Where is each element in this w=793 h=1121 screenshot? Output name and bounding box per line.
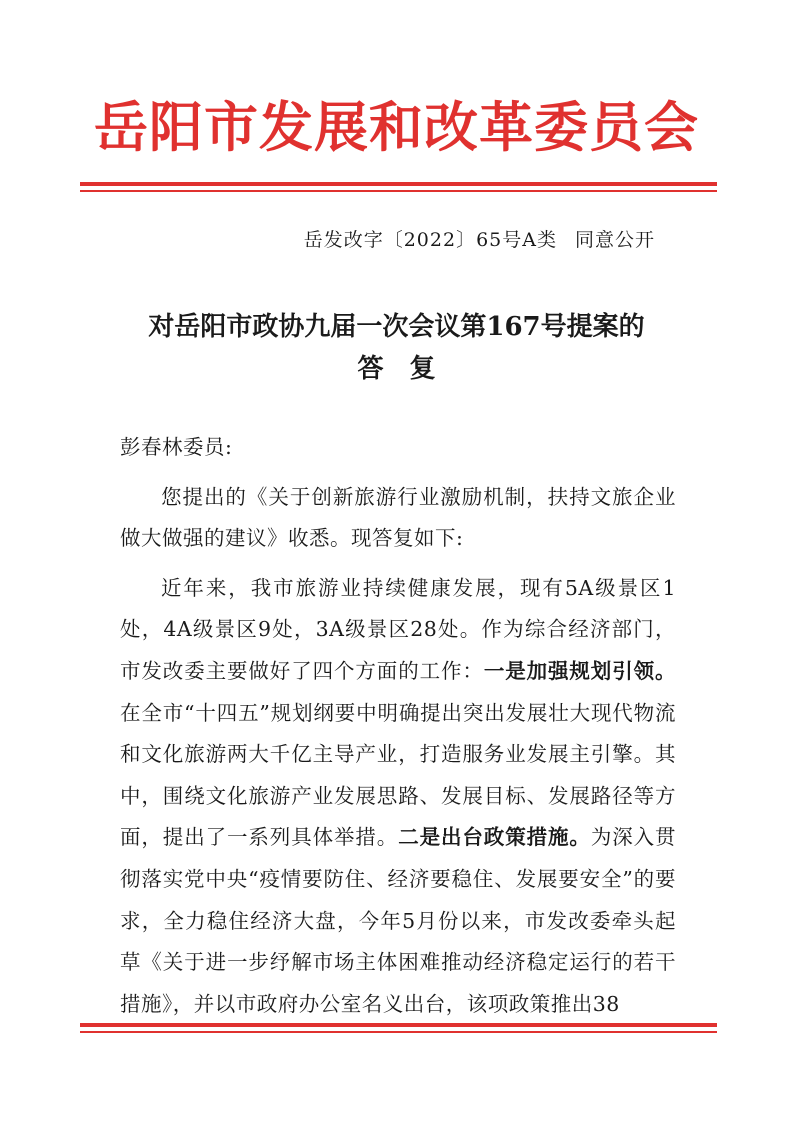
document-number: 岳发改字〔2022〕65号A类 xyxy=(303,229,557,251)
paragraph-1: 您提出的《关于创新旅游行业激励机制，扶持文旅企业做大做强的建议》收悉。现答复如下: xyxy=(120,484,676,551)
footer-divider-thin xyxy=(80,1031,717,1033)
salutation: 彭春林委员: xyxy=(120,435,233,459)
point-two-text: 为深入贯彻落实党中央“疫情要防住、经济要稳住、发展要安全”的要求，全力稳住经济大盘，今年5月份以来，市发改委牵头起草《关于进一步纾解市场主体困难推动经济稳定运行的若干措施》，并以市政府办公室名义出台，该项政策推出38 xyxy=(120,825,677,1016)
document-title xyxy=(0,306,793,390)
document-number-line xyxy=(304,226,655,254)
agency-letterhead: 岳阳市发展和改革委员会 xyxy=(94,95,699,159)
header-divider-thin xyxy=(80,190,717,192)
paragraph-2-intro: 近年来，我市旅游业持续健康发展，现有5A级景区1处，4A级景区9处，3A级景区28处。作为综合经济部门，市发改委主要做好了四个方面的工作： xyxy=(120,575,676,683)
point-two-heading: 二是出台政策措施。 xyxy=(398,825,591,850)
header-divider-thick xyxy=(80,182,717,186)
paragraph-2 xyxy=(120,568,676,1026)
point-one-text: 在全市“十四五”规划纲要中明确提出突出发展壮大现代物流和文化旅游两大千亿主导产业，打造服务业发展主引擎。其中，围绕文化旅游产业发展思路、发展目标、发展路径等方面，提出了一系列具体举措。 xyxy=(120,700,676,850)
title-line-1: 对岳阳市政协九届一次会议第167号提案的 xyxy=(148,312,645,342)
title-line-2: 答复 xyxy=(357,354,462,384)
point-one-heading: 一是加强规划引领。 xyxy=(483,658,677,683)
document-body xyxy=(120,427,676,1025)
footer-divider-thick xyxy=(80,1023,717,1027)
disclosure-status: 同意公开 xyxy=(574,229,655,251)
